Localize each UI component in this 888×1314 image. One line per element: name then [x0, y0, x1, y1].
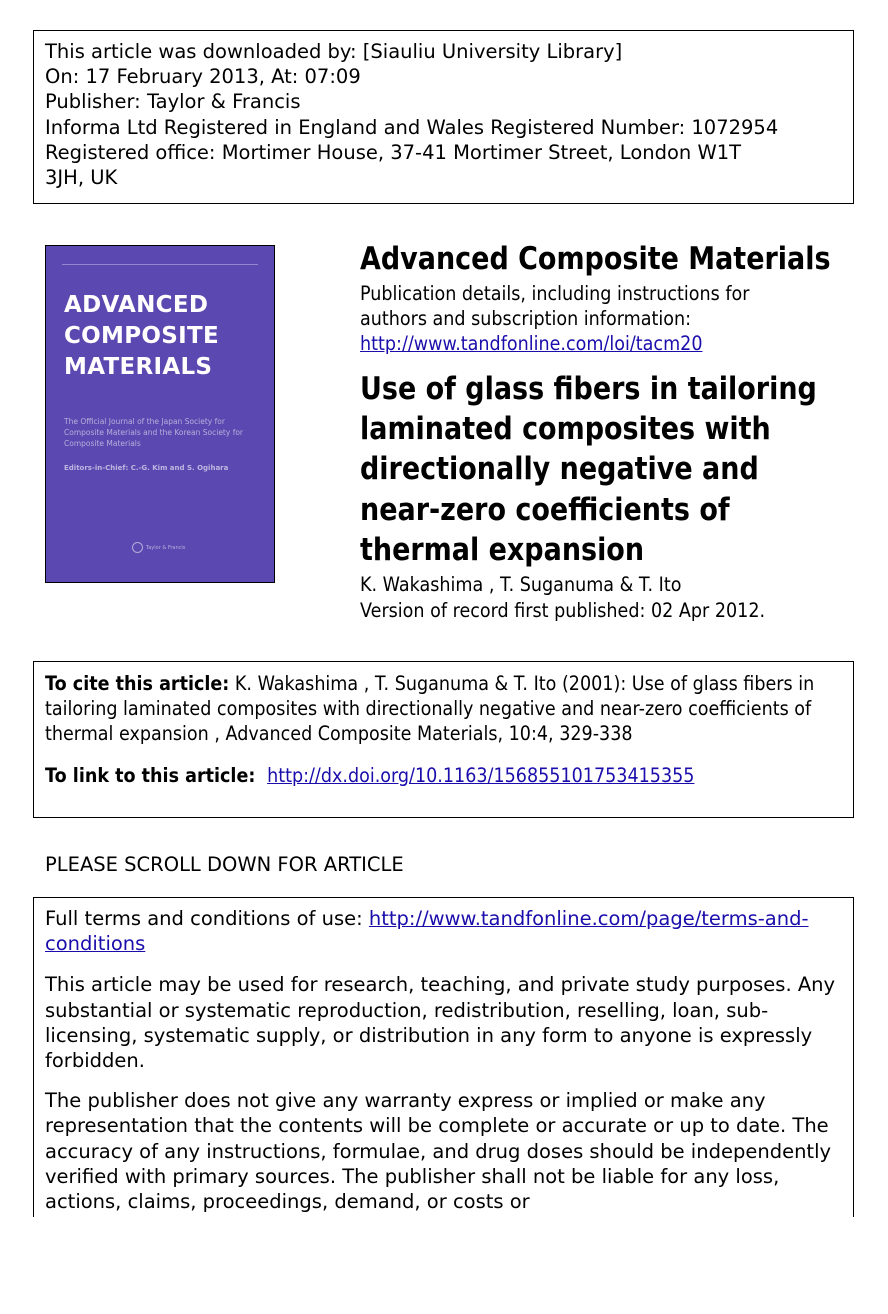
citation-box [33, 661, 854, 818]
article-title: Use of glass fibers in tailoring laminated composites with directionally negative and near-zero coefficients of thermal expansion [360, 371, 817, 568]
page-bottom-margin [0, 1217, 888, 1314]
terms-of-use [45, 906, 843, 956]
terms-paragraph: The publisher does not give any warranty express or implied or make any representation that the contents will be complete or accurate or up to date. The accuracy of any instructions, formulae, and drug doses should be independently verified with primary sources. The publisher shall not be liable for any loss, actions, claims, proceedings, demand, or costs or [45, 1089, 832, 1214]
article-version: Version of record first published: 02 Apr 2012. [360, 598, 766, 622]
cover-publisher-name: Taylor & Francis [146, 545, 186, 551]
terms-paragraph: This article may be used for research, teaching, and private study purposes. Any substantial or systematic reproduction, redistribution, reselling, loan, sub-licensing, systematic supply, or distribution in any form to anyone is expressly forbidden. [45, 973, 836, 1073]
download-notice-line: On: 17 February 2013, At: 07:09 [45, 65, 361, 89]
journal-cover-image [45, 245, 275, 583]
cover-title-line: COMPOSITE [64, 323, 219, 349]
article-link-label: To link to this article: [45, 764, 262, 787]
download-notice-line: Registered office: Mortimer House, 37-41 Mortimer Street, London W1T [45, 140, 742, 164]
terms-label: Full terms and conditions of use: [45, 907, 369, 930]
citation-label: To cite this article: [45, 672, 230, 695]
cover-title-line: ADVANCED [64, 292, 209, 318]
download-notice-box [33, 30, 854, 204]
article-link-row [45, 763, 694, 788]
download-notice-line: This article was downloaded by: [Siauliu University Library] [45, 40, 623, 63]
citation-text [45, 671, 837, 746]
journal-url-link[interactable]: http://www.tandfonline.com/loi/tacm20 [360, 332, 703, 355]
publication-details [360, 281, 783, 356]
article-byline [360, 572, 765, 623]
article-doi-link[interactable]: http://dx.doi.org/10.1163/156855101753415355 [267, 764, 695, 787]
cover-publisher-logo [132, 542, 192, 554]
publication-details-line: authors and subscription information: [360, 307, 691, 330]
journal-title: Advanced Composite Materials [360, 241, 831, 277]
download-notice-line: Publisher: Taylor & Francis [45, 90, 301, 114]
scroll-down-note: PLEASE SCROLL DOWN FOR ARTICLE [45, 853, 404, 876]
download-notice-line: Informa Ltd Registered in England and Wales Registered Number: 1072954 [45, 115, 779, 139]
cover-title-line: MATERIALS [64, 354, 213, 380]
terms-link[interactable]: http://www.tandfonline.com/page/terms-and-conditions [45, 907, 809, 956]
cover-description: The Official Journal of the Japan Society for Composite Materials and the Korean Society for Composite Materials [64, 417, 244, 448]
terms-box [33, 897, 854, 1237]
cover-header-rule [62, 264, 258, 271]
publisher-logo-icon [132, 542, 143, 553]
cover-title [64, 290, 219, 383]
article-authors: K. Wakashima , T. Suganuma & T. Ito [360, 573, 682, 596]
publication-details-line: Publication details, including instructions for [360, 282, 750, 305]
citation-body: K. Wakashima , T. Suganuma & T. Ito (2001): Use of glass fibers in tailoring laminated composites with directionally negative and near-zero coefficients of thermal expansion , Advanced Composite Materials, 10:4, 329-338 [45, 672, 815, 745]
cover-editors: Editors-in-Chief: C.-G. Kim and S. Ogihara [64, 464, 229, 472]
download-notice-line: 3JH, UK [45, 166, 118, 190]
